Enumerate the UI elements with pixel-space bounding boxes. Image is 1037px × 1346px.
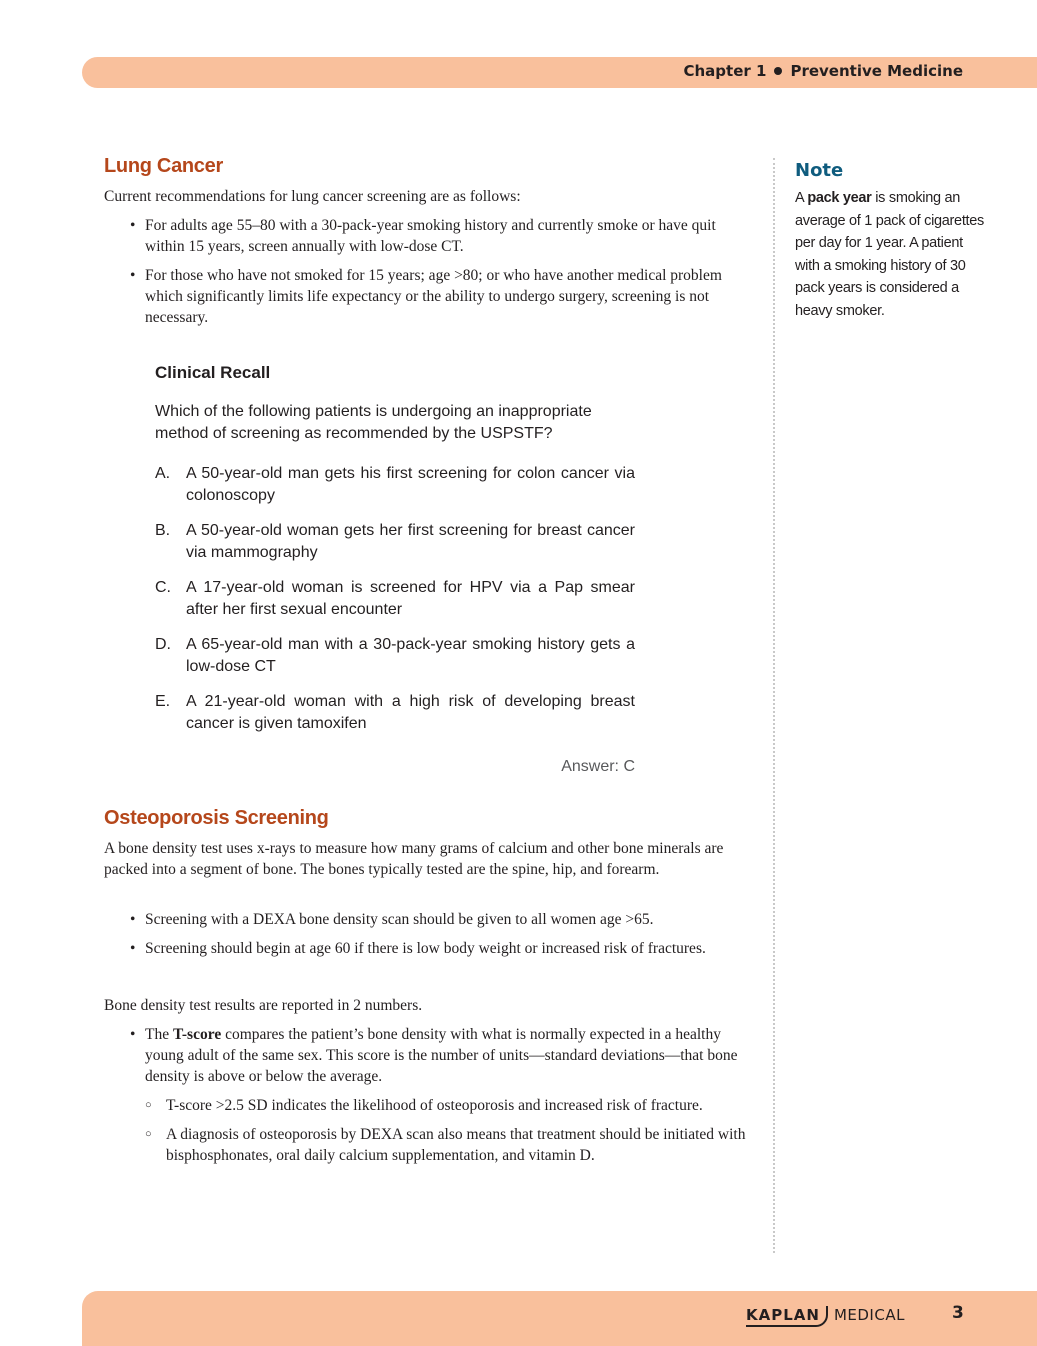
- sub-list-item: [145, 1124, 754, 1166]
- option-text: A 17-year-old woman is screened for HPV via a Pap smear after her first sexual encounter: [186, 579, 635, 618]
- running-header: [82, 57, 1037, 88]
- list-item: [104, 938, 754, 959]
- option-letter: A.: [155, 465, 171, 482]
- option-letter: D.: [155, 636, 171, 653]
- tscore-sublist: [145, 1095, 754, 1166]
- page-number: 3: [952, 1303, 964, 1323]
- sub-list-item-text: A diagnosis of osteoporosis by DEXA scan also means that treatment should be initiated with bisphosphonates, oral daily calcium supplementation, and vitamin D.: [166, 1126, 746, 1164]
- list-item: [104, 909, 754, 930]
- column-divider: [773, 158, 775, 1253]
- chapter-title: Preventive Medicine: [790, 62, 963, 80]
- list-item-text: Screening should begin at age 60 if there is low body weight or increased risk of fractures.: [145, 940, 706, 957]
- option-text: A 50-year-old woman gets her first screening for breast cancer via mammography: [186, 522, 635, 561]
- kaplan-medical-logo: [746, 1305, 905, 1327]
- answer-option: [155, 634, 635, 678]
- tscore-term: T-score: [172, 1026, 222, 1043]
- answer-option: [155, 577, 635, 621]
- bullet-icon: •: [130, 911, 136, 928]
- lung-cancer-list: [104, 215, 754, 336]
- page-footer: [82, 1291, 1037, 1346]
- brand-kaplan: KAPLAN: [746, 1306, 828, 1327]
- note-title: Note: [795, 160, 844, 181]
- note-term: pack year: [807, 190, 872, 206]
- note-prefix: A: [795, 190, 804, 206]
- list-item-text: For adults age 55–80 with a 30-pack-year smoking history and currently smoke or have quit within 15 years, screen annually with low-dose CT.: [145, 217, 716, 255]
- section-title-lung-cancer: Lung Cancer: [104, 155, 223, 177]
- clinical-recall-question: Which of the following patients is undergoing an inappropriate method of screening as recommended by the USPSTF?: [155, 403, 592, 442]
- note-text: [795, 187, 985, 322]
- lung-cancer-intro: Current recommendations for lung cancer screening are as follows:: [104, 188, 521, 205]
- bullet-icon: •: [130, 267, 136, 284]
- answer-option: [155, 691, 635, 735]
- osteoporosis-list: [104, 909, 754, 967]
- list-item: [104, 1024, 754, 1166]
- option-text: A 65-year-old man with a 30-pack-year smoking history gets a low-dose CT: [186, 636, 635, 675]
- list-item: [104, 265, 754, 328]
- header-text: [684, 62, 964, 80]
- section-title-osteoporosis: Osteoporosis Screening: [104, 807, 329, 829]
- option-letter: C.: [155, 579, 171, 596]
- tscore-prefix: The: [145, 1026, 170, 1043]
- note-sidebar: [795, 160, 985, 322]
- circle-bullet-icon: ○: [145, 1099, 152, 1111]
- sub-list-item-text: T-score >2.5 SD indicates the likelihood of osteoporosis and increased risk of fracture.: [166, 1097, 703, 1114]
- chapter-label: Chapter 1: [683, 62, 767, 80]
- answer-option: [155, 520, 635, 564]
- option-letter: B.: [155, 522, 171, 539]
- bullet-icon: •: [130, 217, 136, 234]
- bullet-dot-icon: [774, 67, 782, 75]
- list-item: [104, 215, 754, 257]
- option-text: A 21-year-old woman with a high risk of developing breast cancer is given tamoxifen: [186, 693, 635, 732]
- circle-bullet-icon: ○: [145, 1128, 152, 1140]
- answer-option: [155, 463, 635, 507]
- osteoporosis-intro: A bone density test uses x-rays to measure how many grams of calcium and other bone minerals are packed into a segment of bone. The bones typically tested are the spine, hip, and forearm.: [104, 840, 724, 878]
- clinical-recall-title: Clinical Recall: [155, 363, 271, 382]
- list-item-text: Screening with a DEXA bone density scan should be given to all women age >65.: [145, 911, 654, 928]
- bullet-icon: •: [130, 940, 136, 957]
- answer-options: [155, 463, 635, 748]
- bullet-icon: •: [130, 1026, 136, 1043]
- tscore-description: compares the patient’s bone density with what is normally expected in a healthy young adult of the same sex. This score is the number of units—standard deviations—that bone density is above or below the average.: [145, 1026, 738, 1085]
- results-intro: Bone density test results are reported in 2 numbers.: [104, 997, 423, 1014]
- option-text: A 50-year-old man gets his first screening for colon cancer via colonoscopy: [186, 465, 635, 504]
- note-body: is smoking an average of 1 pack of cigarettes per day for 1 year. A patient with a smoking history of 30 pack years is considered a heavy smoker.: [795, 190, 984, 319]
- list-item-text: For those who have not smoked for 15 years; age >80; or who have another medical problem which significantly limits life expectancy or the ability to undergo surgery, screening is not necessary.: [145, 267, 722, 326]
- sub-list-item: [145, 1095, 754, 1116]
- clinical-recall-answer: Answer: C: [561, 758, 635, 775]
- option-letter: E.: [155, 693, 171, 710]
- tscore-list: [104, 1024, 754, 1174]
- brand-medical: MEDICAL: [833, 1306, 905, 1324]
